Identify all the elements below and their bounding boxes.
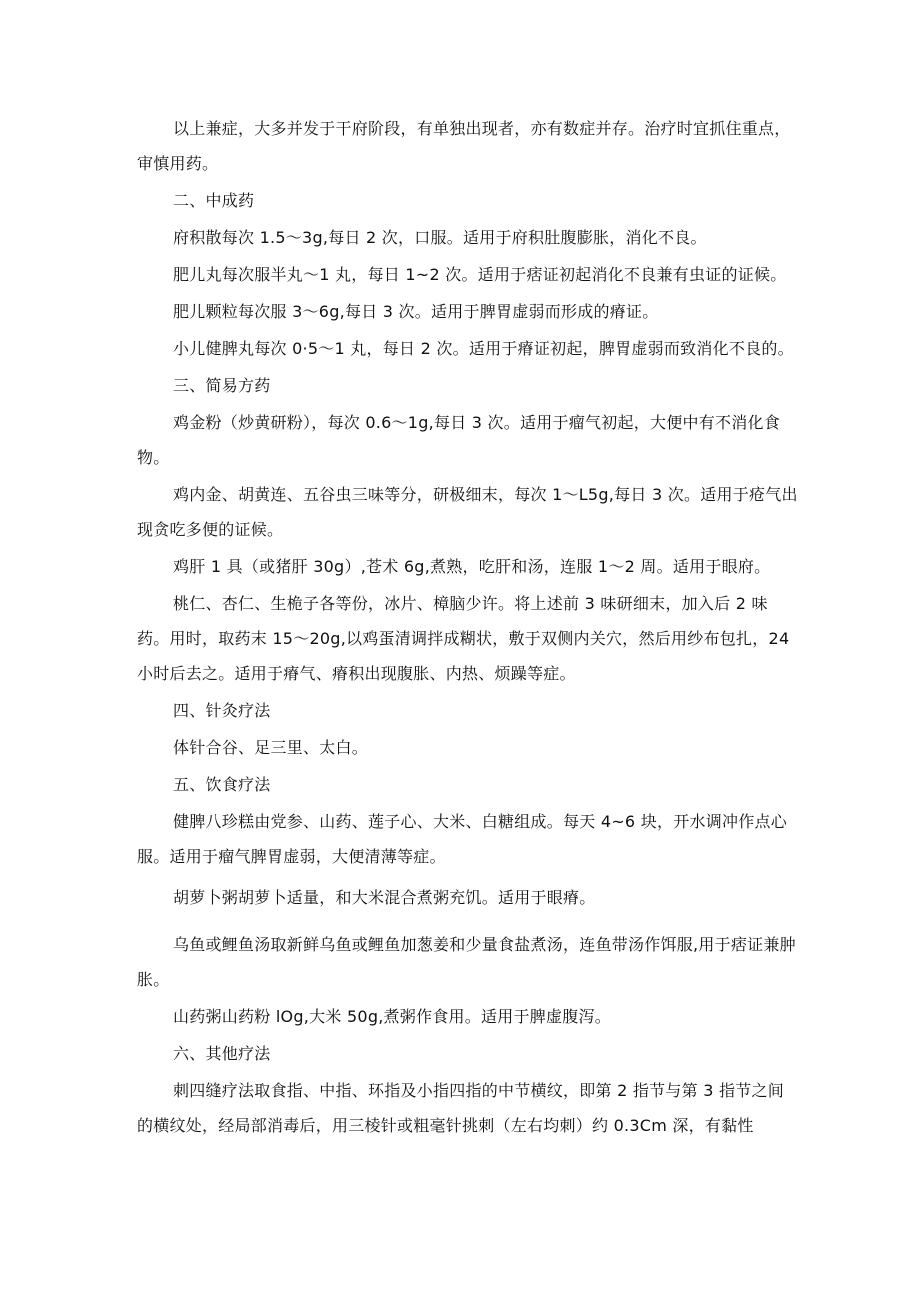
document-body [137,111,799,1145]
paragraph: 鸡内金、胡黄连、五谷虫三味等分，研极细末，每次 1～L5g,每日 3 次。适用于疮气出现贪吃多便的证候。 [137,485,798,539]
paragraph: 胡萝卜粥胡萝卜适量，和大米混合煮粥充饥。适用于眼瘠。 [173,888,596,907]
paragraph: 鸡肝 1 具（或猪肝 30g）,苍术 6g,煮熟，吃肝和汤，连服 1～2 周。适用于眼府。 [173,557,771,576]
section-heading: 三、简易方药 [173,376,271,395]
section-heading: 二、中成药 [173,191,255,210]
section-heading: 四、针灸疗法 [173,701,271,720]
paragraph: 山药粥山药粉 lOg,大米 50g,煮粥作食用。适用于脾虚腹泻。 [173,1007,612,1026]
paragraph: 刺四缝疗法取食指、中指、环指及小指四指的中节横纹，即第 2 指节与第 3 指节之间的横纹处，经局部消毒后，用三棱针或粗毫针挑刺（左右均刺）约 0.3Cm 深，有黏性 [137,1081,784,1135]
paragraph: 肥儿颗粒每次服 3～6g,每日 3 次。适用于脾胃虚弱而形成的瘠证。 [173,302,659,321]
paragraph: 健脾八珍糕由党参、山药、莲子心、大米、白糖组成。每天 4~6 块，开水调冲作点心服。适用于瘤气脾胃虚弱，大便清薄等症。 [137,812,787,866]
paragraph: 以上兼症，大多并发于干府阶段，有单独出现者，亦有数症并存。治疗时宜抓住重点，审慎用药。 [137,119,791,173]
paragraph: 鸡金粉（炒黄研粉），每次 0.6～1g,每日 3 次。适用于瘤气初起，大便中有不消化食物。 [137,413,781,467]
section-heading: 五、饮食疗法 [173,775,271,794]
paragraph: 肥儿丸每次服半丸～1 丸，每日 1~2 次。适用于痞证初起消化不良兼有虫证的证候。 [173,265,787,284]
paragraph: 小儿健脾丸每次 0·5～1 丸，每日 2 次。适用于瘠证初起，脾胃虚弱而致消化不良的。 [173,339,794,358]
paragraph: 府积散每次 1.5～3g,每日 2 次，口服。适用于府积肚腹膨胀，消化不良。 [173,228,707,247]
section-heading: 六、其他疗法 [173,1044,271,1063]
paragraph: 乌鱼或鲤鱼汤取新鲜乌鱼或鲤鱼加葱姜和少量食盐煮汤，连鱼带汤作饵服,用于痞证兼肿胀。 [137,935,796,989]
paragraph: 体针合谷、足三里、太白。 [173,738,369,757]
paragraph: 桃仁、杏仁、生桅子各等份，冰片、樟脑少许。将上述前 3 味研细末，加入后 2 味药。用时，取药末 15～20g,以鸡蛋清调拌成糊状，敷于双侧内关穴，然后用纱布包扎，24 小时后去之。适用于瘠气、瘠积出现腹胀、内热、烦躁等症。 [137,594,790,683]
